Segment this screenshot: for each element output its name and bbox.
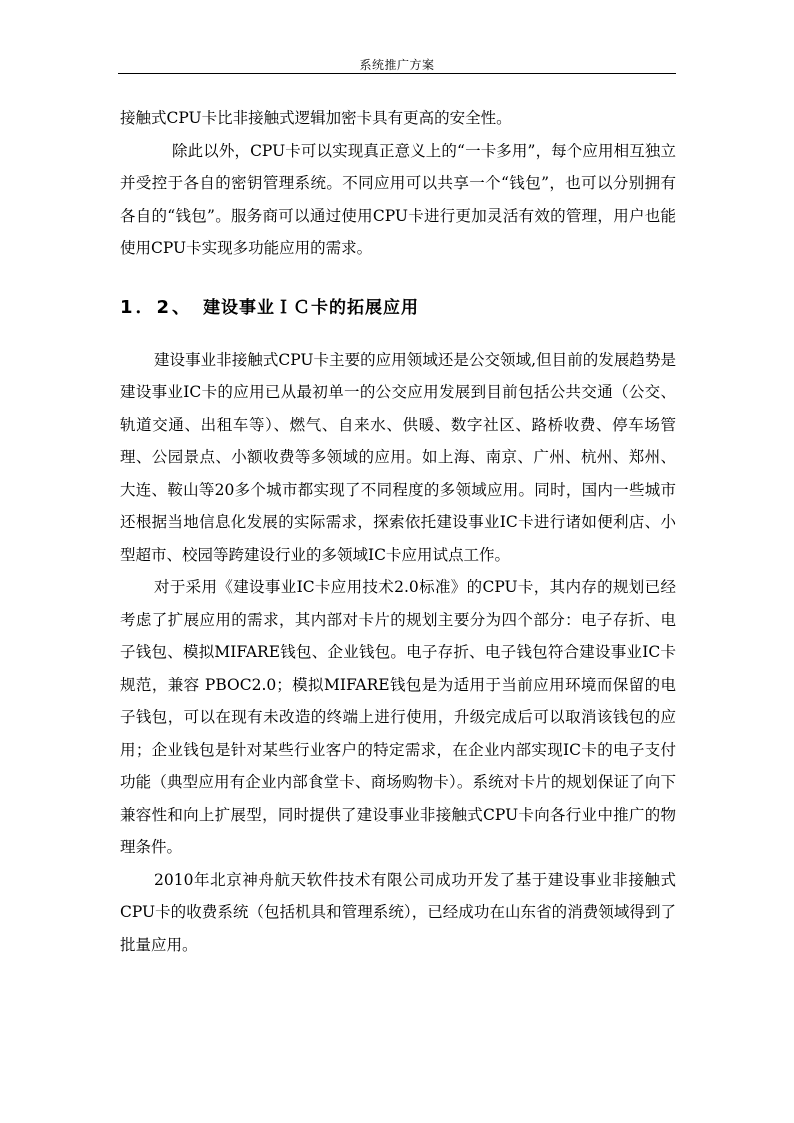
document-body [120,102,676,961]
page-header-title: 系统推广方案 [359,58,435,72]
section-title: 建设事业ＩＣ卡的拓展应用 [203,297,420,318]
section-number: 1．2、 [120,296,194,318]
body-paragraph-3: 2010年北京神舟航天软件技术有限公司成功开发了基于建设事业非接触式CPU卡的收费系统（包括机具和管理系统），已经成功在山东省的消费领域得到了批量应用。 [120,870,676,954]
intro-paragraph-2: 除此以外，CPU卡可以实现真正意义上的“一卡多用”，每个应用相互独立并受控于各自的密钥管理系统。不同应用可以共享一个“钱包”，也可以分别拥有各自的“钱包”。服务商可以通过使用CPU卡进行更加灵活有效的管理，用户也能使用CPU卡实现多功能应用的需求。 [120,141,676,257]
section-heading [120,292,676,324]
body-paragraph-1: 建设事业非接触式CPU卡主要的应用领域还是公交领域,但目前的发展趋势是建设事业IC卡的应用已从最初单一的公交应用发展到目前包括公共交通（公交、轨道交通、出租车等）、燃气、自来水、供暖、数字社区、路桥收费、停车场管理、公园景点、小额收费等多领域的应用。如上海、南京、广州、杭州、郑州、大连、鞍山等20多个城市都实现了不同程度的多领域应用。同时，国内一些城市还根据当地信息化发展的实际需求，探索依托建设事业IC卡进行诸如便利店、小型超市、校园等跨建设行业的多领域IC卡应用试点工作。 [120,350,676,564]
intro-paragraph-1: 接触式CPU卡比非接触式逻辑加密卡具有更高的安全性。 [120,109,512,127]
header-divider [118,73,676,74]
body-paragraph-2: 对于采用《建设事业IC卡应用技术2.0标准》的CPU卡，其内存的规划已经考虑了扩展应用的需求，其内部对卡片的规划主要分为四个部分：电子存折、电子钱包、模拟MIFARE钱包、企业钱包。电子存折、电子钱包符合建设事业IC卡规范，兼容 PBOC2.0；模拟MIFARE钱包是为适用于当前应用环境而保留的电子钱包，可以在现有未改造的终端上进行使用，升级完成后可以取消该钱包的应用；企业钱包是针对某些行业客户的特定需求，在企业内部实现IC卡的电子支付功能（典型应用有企业内部食堂卡、商场购物卡）。系统对卡片的规划保证了向下兼容性和向上扩展型，同时提供了建设事业非接触式CPU卡向各行业中推广的物理条件。 [120,578,676,856]
